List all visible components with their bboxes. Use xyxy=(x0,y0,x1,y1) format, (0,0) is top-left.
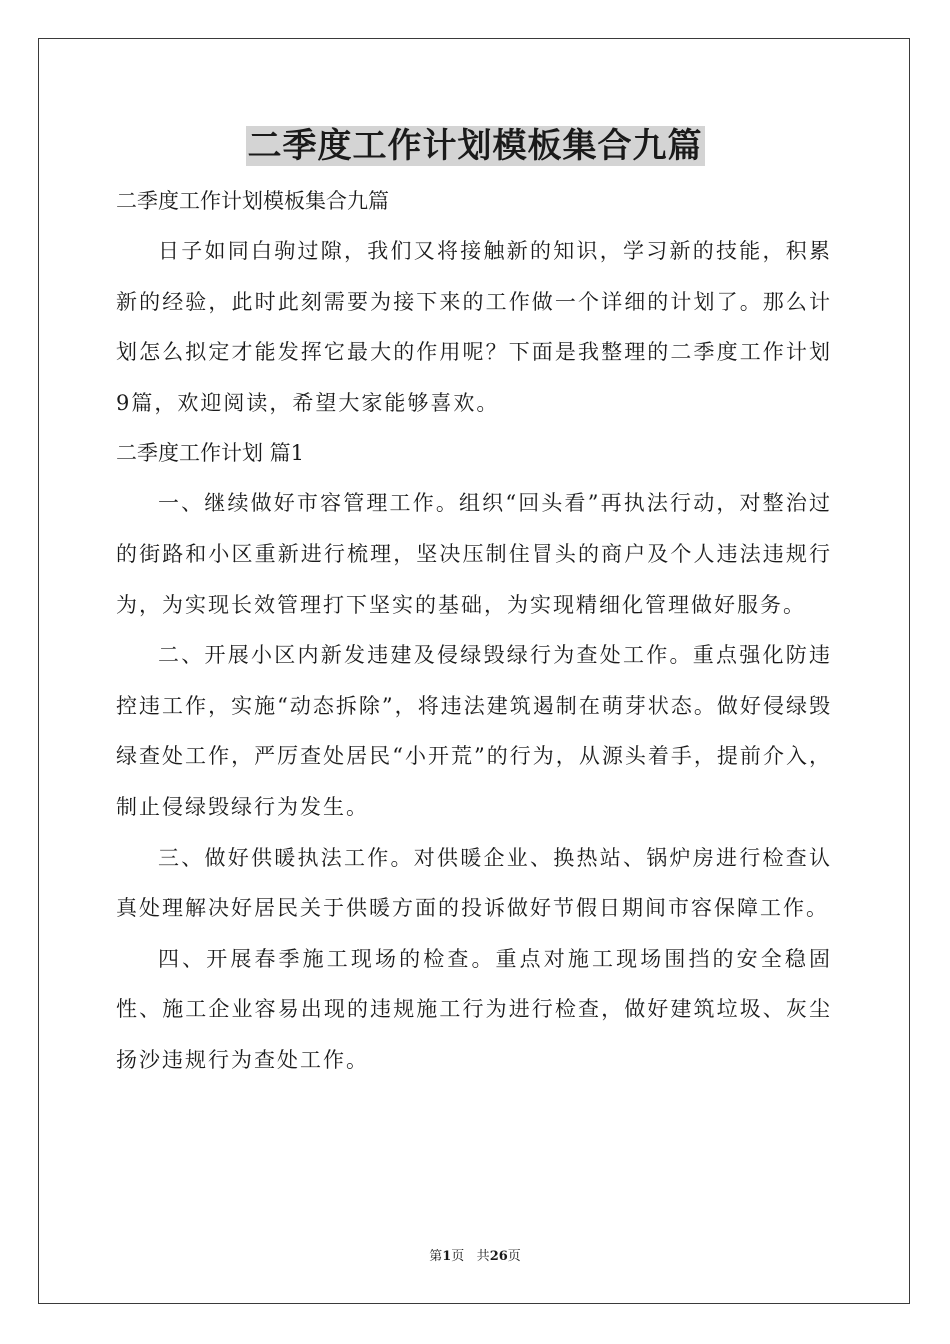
body-paragraph-1: 一、继续做好市容管理工作。组织“回头看”再执法行动，对整治过的街路和小区重新进行梳理，坚决压制住冒头的商户及个人违法违规行为，为实现长效管理打下坚实的基础，为实现精细化管理做好服务。 xyxy=(116,491,832,617)
body-paragraph-3: 三、做好供暖执法工作。对供暖企业、换热站、锅炉房进行检查认真处理解决好居民关于供暖方面的投诉做好节假日期间市容保障工作。 xyxy=(116,845,832,921)
footer-total-prefix: 共 xyxy=(476,1249,490,1264)
footer-total-suffix: 页 xyxy=(507,1249,521,1264)
footer-page-number: 1 xyxy=(442,1249,452,1264)
subtitle-line: 二季度工作计划模板集合九篇 xyxy=(116,189,389,213)
footer-total-pages: 26 xyxy=(489,1249,508,1264)
section-heading: 二季度工作计划 篇1 xyxy=(116,441,305,466)
body-paragraph-4: 四、开展春季施工现场的检查。重点对施工现场围挡的安全稳固性、施工企业容易出现的违规施工行为进行检查，做好建筑垃圾、灰尘扬沙违规行为查处工作。 xyxy=(116,946,832,1072)
document-title-text: 二季度工作计划模板集合九篇 xyxy=(247,126,703,166)
footer-page-suffix: 页 xyxy=(451,1249,465,1264)
document-title xyxy=(0,122,950,170)
body-paragraph-2: 二、开展小区内新发违建及侵绿毁绿行为查处工作。重点强化防违控违工作，实施“动态拆除”，将违法建筑遏制在萌芽状态。做好侵绿毁绿查处工作，严厉查处居民“小开荒”的行为，从源头着手，提前介入，制止侵绿毁绿行为发生。 xyxy=(116,643,832,819)
page-footer xyxy=(0,1248,950,1266)
document-body xyxy=(116,176,832,1086)
intro-paragraph: 日子如同白驹过隙，我们又将接触新的知识，学习新的技能，积累新的经验，此时此刻需要为接下来的工作做一个详细的计划了。那么计划怎么拟定才能发挥它最大的作用呢？下面是我整理的二季度工作计划9篇，欢迎阅读，希望大家能够喜欢。 xyxy=(116,239,832,415)
footer-page-prefix: 第 xyxy=(429,1249,443,1264)
